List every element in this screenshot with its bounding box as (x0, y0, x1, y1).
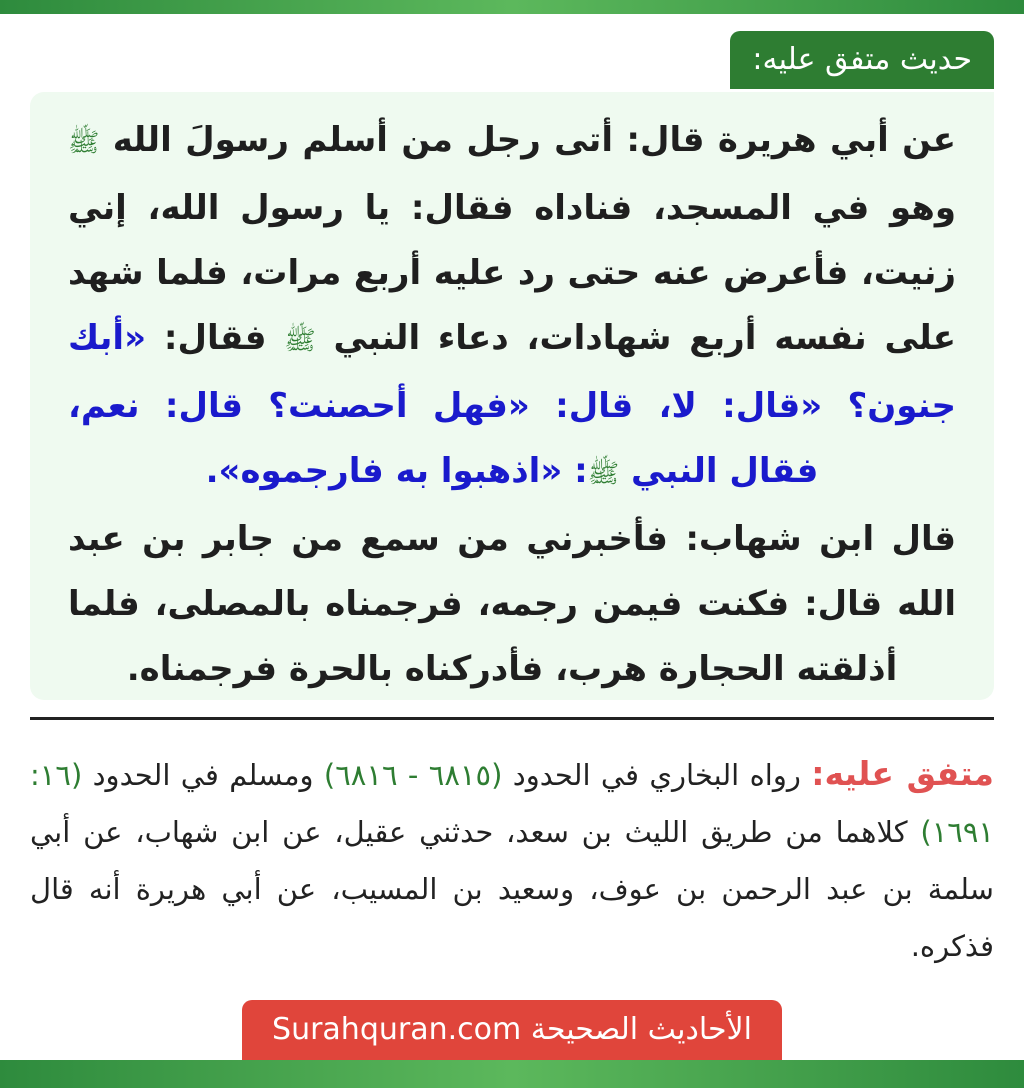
bottom-decorative-bar (0, 1060, 1024, 1088)
hadith-text-part-2: وهو في المسجد، فناداه فقال: يا رسول الله، إني زنيت، فأعرض عنه حتى رد عليه أربع مرات، فلما شهد على نفسه أربع شهادات، دعاء النبي (68, 188, 956, 358)
hadith-text-box (30, 92, 994, 700)
pbuh-symbol: ﷺ (68, 128, 100, 158)
pbuh-symbol: ﷺ (284, 326, 316, 356)
source-text-part-3: كلاهما من طريق الليث بن سعد، حدثني عقيل، عن ابن شهاب، عن أبي سلمة بن عبد الرحمن بن عوف، وسعيد بن المسيب، عن أبي هريرة أنه قال فذكره. (30, 815, 994, 963)
prophet-quote-part-1: «أبك جنون؟ «قال: لا، قال: «فهل أحصنت؟ قال: نعم، فقال النبي (68, 318, 956, 491)
site-badge: الأحاديث الصحيحة Surahquran.com (242, 1000, 782, 1060)
source-paragraph (30, 745, 994, 975)
source-text-part-2: ومسلم في الحدود (82, 758, 324, 792)
hadith-type-tag: حديث متفق عليه: (730, 31, 994, 89)
prophet-quote-part-2: : «اذهبوا به فارجموه». (205, 451, 588, 491)
bukhari-reference: (٦٨١٥ - ٦٨١٦) (323, 758, 503, 792)
source-text-part-1: رواه البخاري في الحدود (502, 758, 812, 792)
section-divider (30, 717, 994, 720)
hadith-text-part-1: عن أبي هريرة قال: أتى رجل من أسلم رسولَ الله (99, 120, 956, 160)
source-label: متفق عليه: (811, 754, 994, 793)
hadith-text-part-3: فقال: (146, 318, 285, 358)
hadith-paragraph-2: قال ابن شهاب: فأخبرني من سمع من جابر بن عبد الله قال: فكنت فيمن رجمه، فرجمناه بالمصلى، فلما أذلقته الحجارة هرب، فأدركناه بالحرة فرجمناه. (68, 519, 956, 689)
muslim-reference: (١٦: ١٦٩١) (30, 758, 994, 849)
source-citation (30, 745, 994, 975)
pbuh-symbol: ﷺ (587, 459, 620, 489)
hadith-paragraph-1 (68, 108, 956, 507)
top-decorative-bar (0, 0, 1024, 14)
